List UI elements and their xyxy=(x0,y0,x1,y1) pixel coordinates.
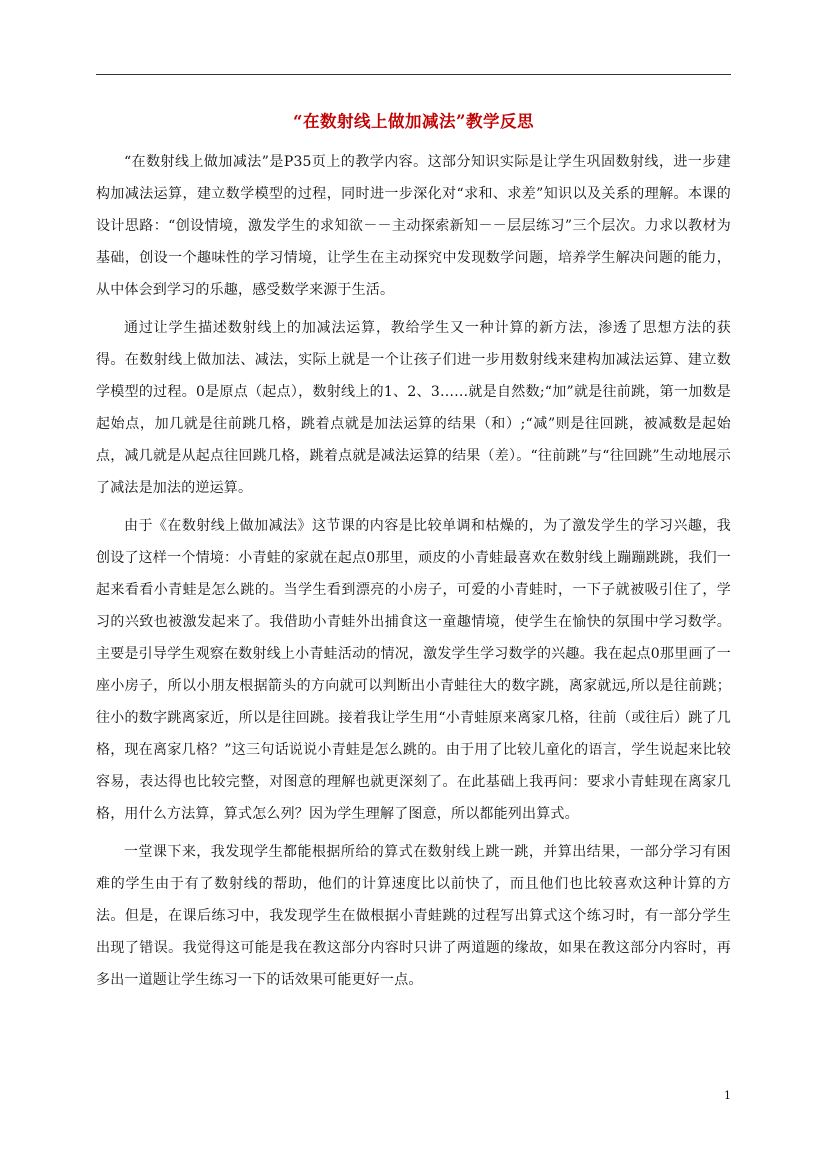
document-body xyxy=(96,146,731,996)
paragraph-intro: “在数射线上做加减法”是P35页上的教学内容。这部分知识实际是让学生巩固数射线，进一步建构加减法运算，建立数学模型的过程，同时进一步深化对“求和、求差”知识以及关系的理解。本课的设计思路：“创设情境，激发学生的求知欲－－主动探索新知－－层层练习”三个层次。力求以教材为基础，创设一个趣味性的学习情境，让学生在主动探究中发现数学问题，培养学生解决问题的能力，从中体会到学习的乐趣，感受数学来源于生活。 xyxy=(96,154,731,298)
document-title: “在数射线上做加减法”教学反思 xyxy=(293,112,534,131)
paragraph-situation: 由于《在数射线上做加减法》这节课的内容是比较单调和枯燥的，为了激发学生的学习兴趣，我创设了这样一个情境：小青蛙的家就在起点0那里，顽皮的小青蛙最喜欢在数射线上蹦蹦跳跳，我们一起来看看小青蛙是怎么跳的。当学生看到漂亮的小房子，可爱的小青蛙时，一下子就被吸引住了，学习的兴致也被激发起来了。我借助小青蛙外出捕食这一童趣情境，使学生在愉快的氛围中学习数学。主要是引导学生观察在数射线上小青蛙活动的情况，激发学生学习数学的兴趣。我在起点0那里画了一座小房子，所以小朋友根据箭头的方向就可以判断出小青蛙往大的数字跳，离家就远,所以是往前跳；往小的数字跳离家近，所以是往回跳。接着我让学生用“小青蛙原来离家几格，往前（或往后）跳了几格，现在离家几格？”这三句话说说小青蛙是怎么跳的。由于用了比较儿童化的语言，学生说起来比较容易，表达得也比较完整，对图意的理解也就更深刻了。在此基础上我再问：要求小青蛙现在离家几格，用什么方法算，算式怎么列？因为学生理解了图意，所以都能列出算式。 xyxy=(96,518,731,822)
paragraph-reflection: 一堂课下来，我发现学生都能根据所给的算式在数射线上跳一跳，并算出结果，一部分学习有困难的学生由于有了数射线的帮助，他们的计算速度比以前快了，而且他们也比较喜欢这种计算的方法。但是，在课后练习中，我发现学生在做根据小青蛙跳的过程写出算式这个练习时，有一部分学生出现了错误。我觉得这可能是我在教这部分内容时只讲了两道题的缘故，如果在教这部分内容时，再多出一道题让学生练习一下的话效果可能更好一点。 xyxy=(96,844,731,988)
header-rule xyxy=(96,74,731,75)
paragraph-method: 通过让学生描述数射线上的加减法运算，教给学生又一种计算的新方法，渗透了思想方法的获得。在数射线上做加法、减法，实际上就是一个让孩子们进一步用数射线来建构加减法运算、建立数学模型的过程。0是原点（起点），数射线上的1、2、3……就是自然数;“加”就是往前跳，第一加数是起始点，加几就是往前跳几格，跳着点就是加法运算的结果（和）;“减”则是往回跳，被减数是起始点，减几就是从起点往回跳几格，跳着点就是减法运算的结果（差）。“往前跳”与“往回跳”生动地展示了减法是加法的逆运算。 xyxy=(96,320,731,496)
page-number: 1 xyxy=(724,1089,731,1102)
